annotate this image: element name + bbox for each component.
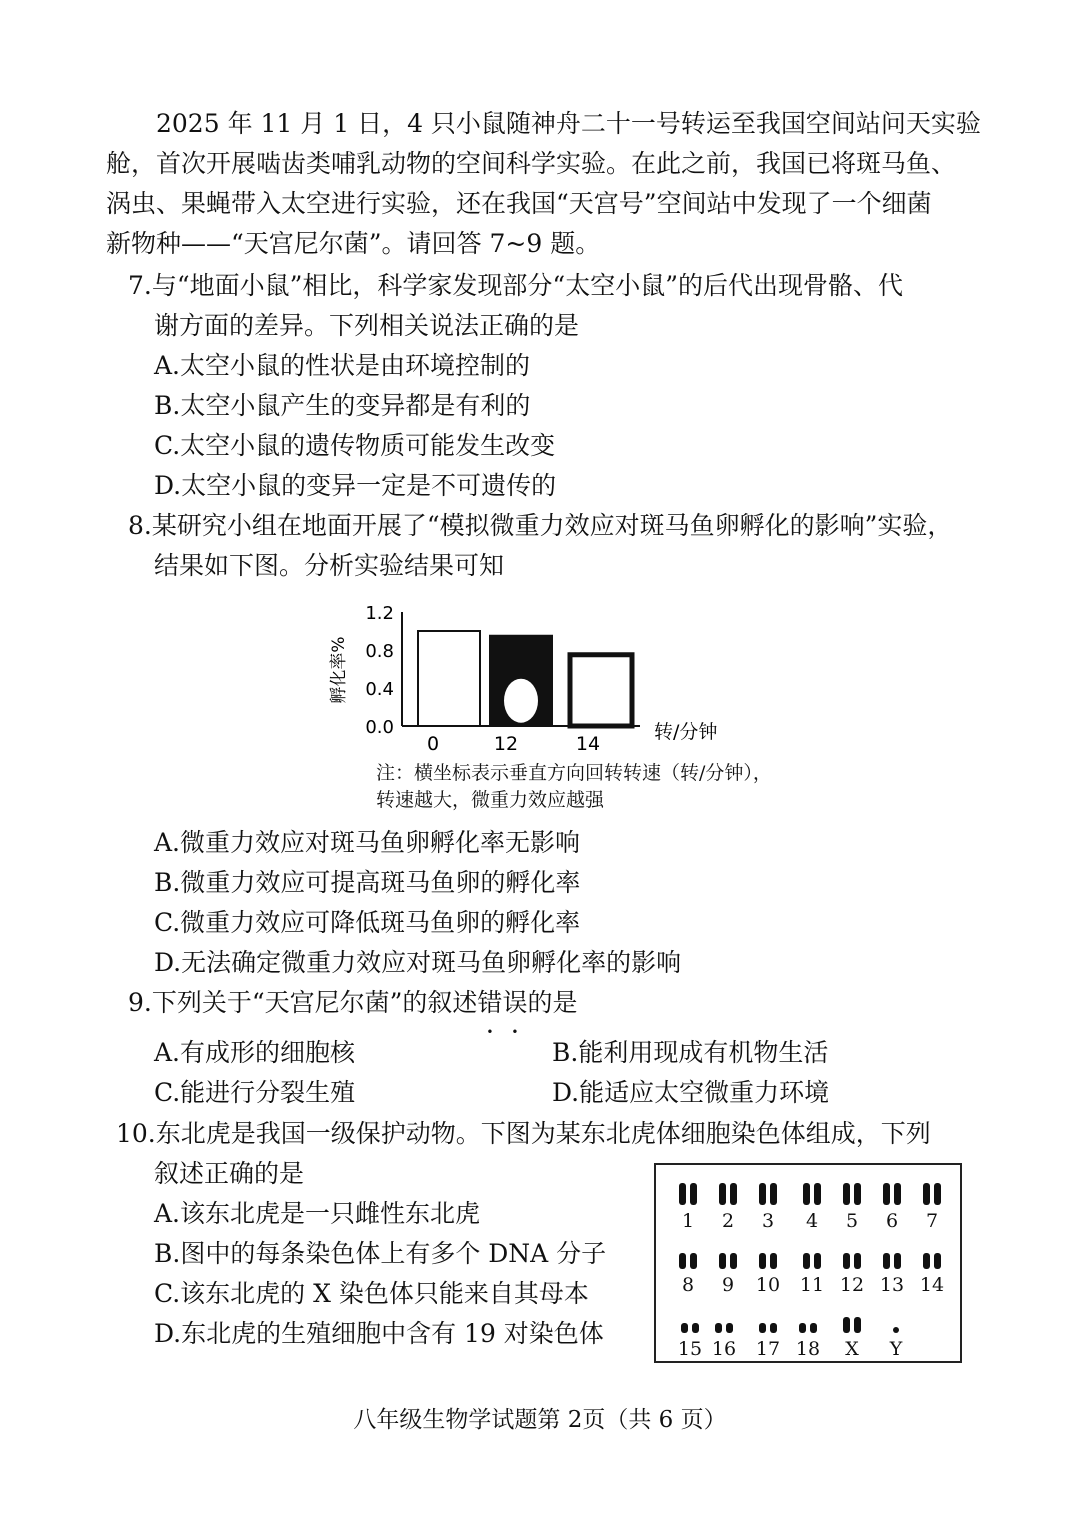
intro-line: 舱，首次开展啮齿类哺乳动物的空间科学实验。在此之前，我国已将斑马鱼、 [106,149,957,178]
x-tick-label: 12 [493,733,519,755]
chromosome-pair-icon [748,1247,788,1269]
q7-stem-line2: 谢方面的差异。下列相关说法正确的是 [154,311,580,340]
chromosome-label: 7 [925,1210,939,1232]
chromosome-label: 16 [711,1338,737,1360]
chromosome-14 [912,1247,952,1295]
chart-bars [418,631,632,726]
q7-option-a[interactable]: A.太空小鼠的性状是由环境控制的 [154,351,531,380]
karyotype-figure [654,1163,962,1363]
chromosome-label: 14 [919,1274,945,1296]
q10-option-c[interactable]: C.该东北虎的 X 染色体只能来自其母本 [154,1279,589,1308]
q9-stem-emphasis: 错 [477,988,503,1017]
q7-option-b[interactable]: B.太空小鼠产生的变异都是有利的 [154,391,531,420]
chromosome-12 [832,1247,872,1295]
chromosome-label: 18 [795,1338,821,1360]
q8-option-a[interactable]: A.微重力效应对斑马鱼卵孵化率无影响 [154,828,581,857]
y-tick-label: 1.2 [365,603,394,624]
chromosome-pair-icon [748,1183,788,1205]
chromosome-pair-icon [832,1311,872,1333]
y-tick-label: 0.0 [365,717,394,738]
chromosome-pair-icon [704,1311,744,1333]
chart-note-line2: 转速越大，微重力效应越强 [376,789,605,811]
chromosome-pair-icon [912,1247,952,1269]
chromosome-pair-icon [668,1183,708,1205]
q9-stem-post: 的是 [527,988,578,1017]
x-tick-label: 0 [426,733,440,755]
q9-option-c[interactable]: C.能进行分裂生殖 [154,1078,356,1107]
chromosome-pair-icon [912,1183,952,1205]
chromosome-8 [668,1247,708,1295]
q9-option-d[interactable]: D.能适应太空微重力环境 [552,1078,830,1107]
chart-xticks [427,733,600,755]
chromosome-label: 1 [681,1210,695,1232]
chromosome-3 [748,1183,788,1231]
q9-option-a[interactable]: A.有成形的细胞核 [154,1038,356,1067]
chromosome-Y [876,1311,916,1359]
chromosome-label: 3 [761,1210,775,1232]
q9-stem-pre: 9.下列关于“天宫尼尔菌”的叙述 [128,988,478,1017]
chart-note-line1: 注：横坐标表示垂直方向回转转速（转/分钟）， [376,762,772,784]
hatch-rate-chart [320,598,780,758]
chromosome-10 [748,1247,788,1295]
chromosome-label: 6 [885,1210,899,1232]
bar-highlight [504,679,538,723]
chromosome-label: 5 [845,1210,859,1232]
chromosome-label: 11 [799,1274,825,1296]
chromosome-pair-icon [832,1247,872,1269]
chromosome-9 [708,1247,748,1295]
q7-option-d[interactable]: D.太空小鼠的变异一定是不可遗传的 [154,471,557,500]
chromosome-label: 10 [755,1274,781,1296]
q10-option-a[interactable]: A.该东北虎是一只雌性东北虎 [154,1199,481,1228]
chromosome-label: X [845,1338,859,1360]
chromosome-6 [872,1183,912,1231]
chromosome-1 [668,1183,708,1231]
chromosome-label: 17 [755,1338,781,1360]
chart-ylabel: 孵化率% [329,636,349,704]
chromosome-18 [788,1311,828,1359]
bar-0 [418,631,480,726]
q9-option-b[interactable]: B.能利用现成有机物生活 [552,1038,829,1067]
chart-yticks [365,603,394,738]
chromosome-pair-icon [872,1247,912,1269]
chromosome-pair-icon [748,1311,788,1333]
q8-option-c[interactable]: C.微重力效应可降低斑马鱼卵的孵化率 [154,908,581,937]
q10-stem-line2: 叙述正确的是 [154,1159,305,1188]
chromosome-label: 9 [721,1274,735,1296]
chromosome-7 [912,1183,952,1231]
q8-stem-line1: 8.某研究小组在地面开展了“模拟微重力效应对斑马鱼卵孵化的影响”实验， [128,511,953,540]
q9-stem-emphasis: 误 [502,988,528,1017]
intro-line: 涡虫、果蝇带入太空进行实验，还在我国“天宫号”空间站中发现了一个细菌 [106,189,932,218]
q7-option-c[interactable]: C.太空小鼠的遗传物质可能发生改变 [154,431,556,460]
chromosome-2 [708,1183,748,1231]
chromosome-label: 13 [879,1274,905,1296]
chromosome-11 [792,1247,832,1295]
chromosome-16 [704,1311,744,1359]
bar-14 [570,655,632,726]
intro-line: 新物种——“天宫尼尔菌”。请回答 7~9 题。 [106,229,601,258]
chromosome-label: 4 [805,1210,819,1232]
q8-stem-line2: 结果如下图。分析实验结果可知 [154,551,505,580]
chromosome-pair-icon [668,1247,708,1269]
chromosome-label: 8 [681,1274,695,1296]
page-footer: 八年级生物学试题第 2页（共 6 页） [353,1407,727,1433]
q7-stem-line1: 7.与“地面小鼠”相比，科学家发现部分“太空小鼠”的后代出现骨骼、代 [128,271,903,300]
q8-option-b[interactable]: B.微重力效应可提高斑马鱼卵的孵化率 [154,868,581,897]
q8-option-d[interactable]: D.无法确定微重力效应对斑马鱼卵孵化率的影响 [154,948,682,977]
chart-xlabel: 转/分钟 [654,721,718,743]
intro-line: 2025 年 11 月 1 日，4 只小鼠随神舟二十一号转运至我国空间站问天实验 [156,109,981,138]
chromosome-pair-icon [792,1247,832,1269]
x-tick-label: 14 [575,733,601,755]
q10-option-b[interactable]: B.图中的每条染色体上有多个 DNA 分子 [154,1239,607,1268]
chromosome-pair-icon [872,1183,912,1205]
chromosome-17 [748,1311,788,1359]
y-tick-label: 0.4 [365,679,394,700]
chromosome-pair-icon [876,1311,916,1333]
hatch-rate-chart-svg [320,598,780,758]
chromosome-label: 15 [677,1338,703,1360]
chromosome-pair-icon [792,1183,832,1205]
chart-note [376,760,772,814]
intro-passage [106,104,986,264]
q10-stem-line1: 10.东北虎是我国一级保护动物。下图为某东北虎体细胞染色体组成，下列 [116,1119,931,1148]
chromosome-label: 2 [721,1210,735,1232]
chromosome-label: Y [889,1338,903,1360]
chromosome-4 [792,1183,832,1231]
chromosome-pair-icon [788,1311,828,1333]
chromosome-X [832,1311,872,1359]
chromosome-5 [832,1183,872,1231]
chromosome-label: 12 [839,1274,865,1296]
chromosome-pair-icon [708,1183,748,1205]
chromosome-13 [872,1247,912,1295]
chromosome-pair-icon [708,1247,748,1269]
chromosome-pair-icon [832,1183,872,1205]
q9-stem [128,983,577,1023]
q10-option-d[interactable]: D.东北虎的生殖细胞中含有 19 对染色体 [154,1319,604,1348]
y-tick-label: 0.8 [365,641,394,662]
